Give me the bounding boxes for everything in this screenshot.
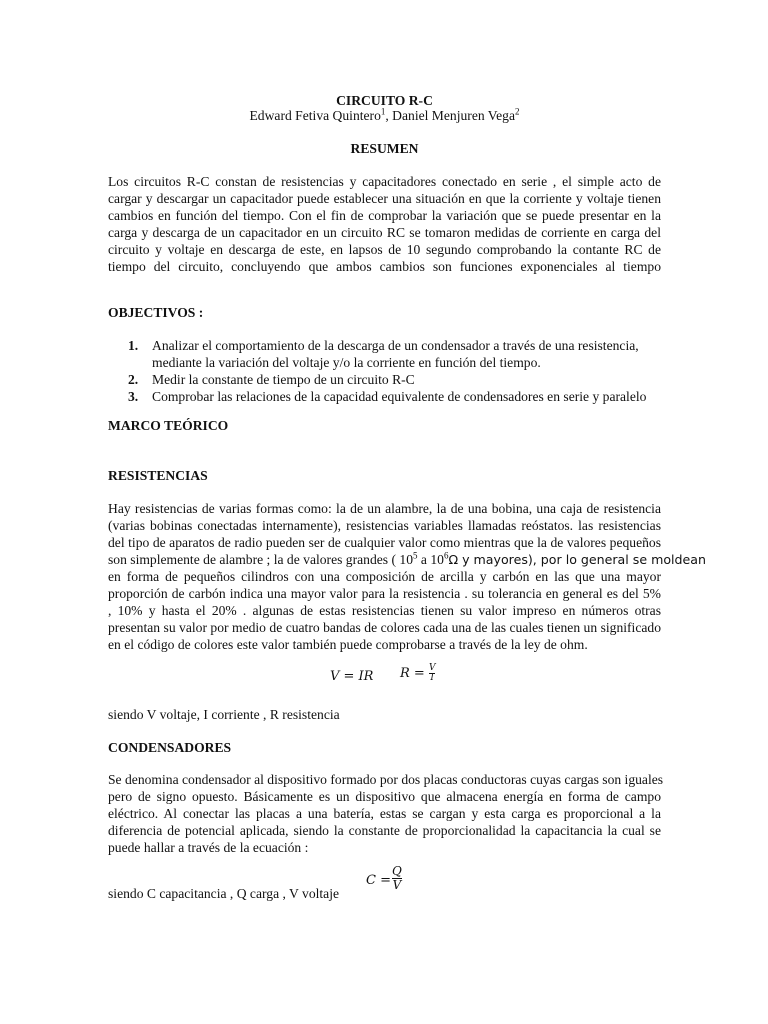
resumen-paragraph (108, 173, 661, 275)
resumen-line: carga y descarga de un capacitador en un circuito RC se tomaron medidas de corriente en carga del (108, 225, 661, 240)
resistencias-line: del tipo de aparatos de radio pueden ser de cualquier valor como mientras que la de valores pequeños (108, 535, 661, 550)
equation-v-ir: V = IR (330, 669, 374, 684)
resumen-line: tiempo del circuito, concluyendo que ambos cambios son funciones exponenciales al tiempo (108, 259, 661, 274)
objective-text: Analizar el comportamiento de la descarga de un condensador a través de una resistencia, (152, 338, 639, 353)
resistencias-line: (varias bobinas conectadas internamente), resistencias variables llamadas reóstatos. las resistencias (108, 518, 661, 533)
resistencias-line: en el código de colores este valor también puede comprobarse a través de la ley de ohm. (108, 637, 588, 652)
condensadores-line: pero de signo opuesto. Básicamente es un dispositivo que almacena energía en forma de campo (108, 789, 661, 804)
resistencias-line: Hay resistencias de varias formas como: la de un alambre, la de una bobina, una caja de resistencia (108, 501, 661, 516)
resistencias-caption: siendo V voltaje, I corriente , R resistencia (108, 707, 340, 722)
fraction-numerator: Q (392, 864, 402, 878)
equation-r-v-over-i: R = $\frac{V}{I}$ (400, 663, 436, 684)
capacitance-equation: C = $\frac{Q}{V}$ (366, 864, 402, 892)
condensadores-paragraph (108, 771, 664, 856)
resistencias-line: , 10% y hasta el 20% . algunas de estas resistencias tienen su valor impreso en números otras (108, 603, 661, 618)
fraction-denominator: I (430, 673, 434, 684)
resistencias-line: en forma de pequeños cilindros con una composición de arcilla y carbón en las que una mayor (108, 569, 661, 584)
objective-number: 3. (128, 389, 139, 404)
author-1-affiliation: 1 (380, 106, 386, 117)
objective-number: 2. (128, 372, 139, 387)
fraction-numerator: V (428, 663, 436, 674)
resumen-line: circuito y voltaje en descarga de este, en lapsos de 10 segundo comprobando la contante RC de (108, 242, 661, 257)
resistencias-paragraph (108, 500, 706, 653)
condensadores-line: Se denomina condensador al dispositivo formado por dos placas conductoras cuyas cargas son iguales (108, 772, 664, 787)
fraction-denominator: V (392, 878, 402, 892)
objectives-heading: OBJECTIVOS : (108, 305, 204, 320)
ohm-law-equations (330, 664, 550, 690)
objective-text: Medir la constante de tiempo de un circuito R-C (152, 372, 415, 387)
resistencias-heading: RESISTENCIAS (108, 468, 208, 483)
resistencias-line: son simplemente de alambre ; la de valores grandes ( $10^5$ a $10^6\Omega$ y mayores), por lo general se moldean (108, 550, 706, 567)
marco-heading: MARCO TEÓRICO (108, 418, 229, 433)
objective-item (108, 337, 661, 371)
resumen-line: cambios en función del tiempo. Con el fin de comprobar la variación que se puede presentar en la (108, 208, 661, 223)
authors-line (108, 107, 661, 124)
condensadores-caption: siendo C capacitancia , Q carga , V voltaje (108, 886, 340, 901)
objective-number: 1. (128, 338, 139, 353)
objective-item (108, 371, 661, 388)
author-1: Edward Fetiva Quintero (249, 108, 381, 123)
resumen-line: Los circuitos R-C constan de resistencias y capacitadores conectado en serie , el simple acto de (108, 174, 661, 189)
condensadores-line: puede hallar a través de la ecuación : (108, 840, 309, 855)
objective-text-cont: mediante la variación del voltaje y/o la corriente en función del tiempo. (152, 355, 541, 370)
resumen-heading: RESUMEN (350, 141, 419, 156)
condensadores-heading: CONDENSADORES (108, 740, 232, 755)
resistencias-line: presentan su valor por medio de cuatro bandas de colores cada una de las cuales tienen un significado (108, 620, 661, 635)
condensadores-line: eléctrico. Al conectar las placas a una batería, estas se cargan y esta carga es proporcional a la (108, 806, 661, 821)
author-2: Daniel Menjuren Vega (392, 108, 515, 123)
objective-text: Comprobar las relaciones de la capacidad equivalente de condensadores en serie y paralelo (152, 389, 647, 404)
resumen-line: cargar y descargar un capacitador puede establecer una situación en que la corriente y voltaje tienen (108, 191, 661, 206)
document-title: CIRCUITO R-C (336, 93, 433, 108)
resistencias-line: proporción de carbón indica una mayor valor para la resistencia . su tolerancia en general es del 5% (108, 586, 661, 601)
objective-item (108, 388, 661, 405)
objectives-list (108, 337, 661, 405)
author-2-affiliation: 2 (514, 106, 520, 117)
author-separator: , (385, 108, 393, 123)
condensadores-line: diferencia de potencial aplicada, siendo la constante de proporcionalidad la capacitancia la cual se (108, 823, 661, 838)
